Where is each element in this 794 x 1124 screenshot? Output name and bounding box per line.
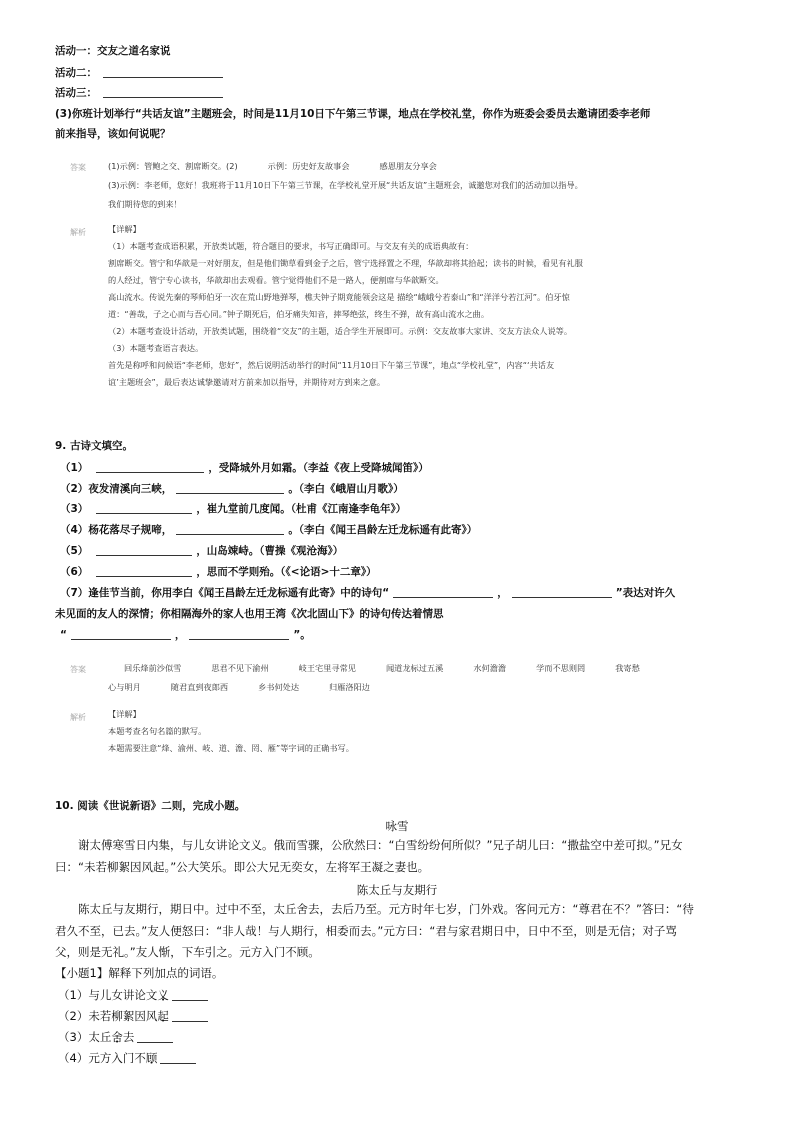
q10-item-pre: （1）与儿女讲论文	[58, 988, 158, 1002]
q9-answer: 水何澹澹	[473, 663, 507, 673]
q8-explain-line: 割席断交。管宁和华歆是一对好朋友，但是他们锄草看到金子之后，管宁选择置之不理，华歆却将其拾起；读书的时候，看见有礼服	[108, 258, 583, 268]
q9-answer: 学而不思则罔	[536, 663, 586, 673]
activity-2-label: 活动二：	[55, 67, 97, 79]
item-post: ，思而不学则殆。（《<论语>十二章》）	[196, 566, 377, 578]
q9-blank-6[interactable]	[96, 564, 192, 577]
q8-part3-line1: (3)你班计划举行“共话友谊”主题班会，时间是11月10日下午第三节课，地点在学校礼堂，你作为班委会委员去邀请团委李老师	[55, 108, 651, 120]
q8-explain-line: 谊’主题班会”，最后表达诚挚邀请对方前来加以指导，并期待对方到来之意。	[108, 377, 386, 387]
item-number: （2）	[60, 483, 89, 495]
dotted-char: 义	[157, 988, 169, 1002]
activity-1: 活动一：交友之道名家说	[55, 45, 171, 57]
item7-comma-2: ，	[174, 629, 186, 641]
poem2-line: 陈太丘与友期行，期日中。过中不至，太丘舍去，去后乃至。元方时年七岁，门外戏。客问元方：“尊君在不？”答曰：“待	[78, 902, 694, 916]
q10-item-4	[58, 1048, 196, 1070]
q9-answer: 回乐烽前沙似雪	[124, 663, 182, 673]
subquestion-1: 【小题1】解释下列加点的词语。	[55, 966, 224, 980]
q9-blank-7b[interactable]	[512, 585, 612, 598]
q10-item-2	[58, 1006, 208, 1028]
q9-item-2	[60, 480, 404, 498]
q9-explain-line: 本题需要注意“烽、渝州、岐、道、澹、罔、雁”等字词的正确书写。	[108, 743, 354, 753]
q9-blank-2[interactable]	[176, 481, 284, 494]
q8-explain-line: 的人经过，管宁专心读书，华歆却出去观看。管宁觉得他们不是一路人，便割席与华歆断交。	[108, 275, 444, 285]
dotted-char: 顾	[145, 1051, 158, 1065]
q10-blank-1[interactable]	[172, 988, 208, 1001]
item-number: （4）	[60, 524, 89, 536]
q9-answer: 我寄愁	[615, 663, 640, 673]
q8-explain	[108, 221, 583, 391]
q9-answer: 乡书何处达	[258, 682, 300, 692]
item-number: （1）	[60, 462, 89, 474]
q8-explain-line: （1）本题考查成语积累，开放类试题，符合题目的要求，书写正确即可。与交友有关的成语典故有：	[108, 241, 474, 251]
q9-item-5	[60, 542, 343, 560]
q8-answer-1: (1)示例：管鲍之交、割席断交。(2)	[108, 161, 238, 171]
q9-item-1	[60, 459, 429, 477]
q8-explain-line: 高山流水。传说先秦的琴师伯牙一次在荒山野地弹琴，樵夫钟子期竟能领会这是 描绘“峨峨兮若泰山”和“洋洋兮若江河”。伯牙惊	[108, 292, 570, 302]
q10-item-post: 去	[122, 1030, 135, 1044]
item-post: ，受降城外月如霜。（李益《夜上受降城闻笛》）	[208, 462, 429, 474]
q9-answer-tag: 答案	[70, 665, 86, 674]
q10-item-pre: （3）太丘	[58, 1030, 112, 1044]
poem2-line: 父，则是无礼。”友人惭，下车引之。元方入门不顾。	[55, 945, 320, 959]
q8-answer-line3: 我们期待您的到来！	[108, 199, 182, 209]
q9-title: 9. 古诗文填空。	[55, 440, 133, 452]
poem2-title: 陈太丘与友期行	[356, 883, 438, 897]
q9-item-4	[60, 521, 477, 539]
q10-title: 10. 阅读《世说新语》二则，完成小题。	[55, 800, 246, 812]
item7-comma: ，	[497, 587, 508, 599]
item7-text-a: （7）逢佳节当前，你用李白《闻王昌龄左迁龙标遥有此寄》中的诗句“	[60, 587, 390, 599]
poem1-title: 咏雪	[385, 819, 409, 833]
q8-answer-line1	[108, 158, 437, 175]
item7-open-quote: “	[60, 629, 67, 641]
item-pre: 夜发清溪向三峡，	[88, 483, 173, 495]
activity-2	[55, 64, 223, 82]
item-post: 。（李白《峨眉山月歌》）	[288, 483, 404, 495]
q8-answer-2a: 示例：历史好友故事会	[267, 161, 350, 171]
q8-explain-tag: 解析	[70, 228, 86, 237]
q9-answers-row1	[124, 660, 640, 677]
q9-blank-3[interactable]	[96, 501, 192, 514]
q9-item-7-line3	[60, 626, 311, 644]
q9-answer: 心与明月	[108, 682, 141, 692]
q9-explain-tag: 解析	[70, 713, 86, 722]
activity-3-blank[interactable]	[103, 85, 223, 98]
q10-item-pre: （4）元方入门不	[58, 1051, 146, 1065]
q8-explain-line: 【详解】	[108, 224, 141, 234]
q9-item-7-line1	[60, 584, 675, 602]
q8-answer-2b: 感恩朋友分享会	[379, 161, 437, 171]
dotted-char: 起	[157, 1009, 169, 1023]
q10-blank-4[interactable]	[160, 1051, 196, 1064]
q9-explain-line: 本题考查名句名篇的默写。	[108, 726, 207, 736]
q8-explain-line: 首先是称呼和问候语“李老师，您好”，然后说明活动举行的时间“11月10日下午第三节课”，地点“学校礼堂”，内容“‘共话友	[108, 360, 555, 370]
q9-item-3	[60, 500, 406, 518]
q9-blank-7c[interactable]	[71, 627, 171, 640]
item-number: （5）	[60, 545, 89, 557]
poem2-line: 君久不至，已去。”友人便怒曰：“非人哉！与人期行，相委而去。”元方曰：“君与家君期日中，日中不至，则是无信；对子骂	[55, 923, 677, 938]
q9-item-7-line2: 未见面的友人的深情；你相隔海外的家人也用王湾《次北固山下》的诗句传达着情思	[55, 608, 444, 620]
q8-explain-line: 道：“善哉，子之心而与吾心同。”钟子期死后，伯牙痛失知音，摔琴绝弦，终生不弹，故有高山流水之曲。	[108, 309, 490, 319]
q8-part3-line2: 前来指导，该如何说呢？	[55, 128, 171, 140]
q9-blank-7d[interactable]	[189, 627, 289, 640]
item7-close-quote: ”。	[293, 629, 311, 641]
q9-answers-row2	[108, 679, 370, 696]
q8-answer-line2: (3)示例：李老师，您好！我班将于11月10日下午第三节课，在学校礼堂开展“共话友谊”主题班会，诚邀您对我们的活动加以指导。	[108, 180, 583, 190]
dotted-char: 舍	[111, 1030, 123, 1044]
q8-explain-line: （3）本题考查语言表达。	[108, 343, 204, 353]
q9-blank-1[interactable]	[96, 460, 204, 473]
item-number: （3）	[60, 503, 89, 515]
q10-blank-3[interactable]	[137, 1030, 173, 1043]
item-post: ，山岛竦峙。（曹操《观沧海》）	[196, 545, 344, 557]
q10-item-3	[58, 1027, 173, 1049]
q10-item-1	[58, 985, 208, 1007]
item-number: （6）	[60, 566, 89, 578]
item7-text-c: ”表达对许久	[615, 587, 676, 599]
q9-blank-7a[interactable]	[393, 585, 493, 598]
q9-explain	[108, 706, 354, 757]
q9-answer: 闻道龙标过五溪	[385, 663, 444, 673]
item-post: ，崔九堂前几度闻。（杜甫《江南逢李龟年》）	[196, 503, 407, 515]
q10-blank-2[interactable]	[172, 1009, 208, 1022]
q10-item-pre: （2）未若柳絮因风	[58, 1009, 158, 1023]
q9-answer: 思君不见下渝州	[211, 663, 269, 673]
q9-item-6	[60, 563, 377, 581]
item-post: 。（李白《闻王昌龄左迁龙标遥有此寄》）	[288, 524, 478, 536]
activity-3	[55, 84, 223, 102]
q9-answer: 归雁洛阳边	[329, 682, 370, 692]
poem1-line: 谢太傅寒雪日内集，与儿女讲论文义。俄而雪骤，公欣然曰：“白雪纷纷何所似？”兄子胡儿曰：“撒盐空中差可拟。”兄女	[78, 838, 683, 852]
poem2-body	[55, 899, 755, 964]
q9-explain-line: 【详解】	[108, 709, 141, 719]
q8-explain-line: （2）本题考查设计活动，开放类试题，围绕着“交友”的主题，适合学生开展即可。示例：交友故事大家讲、交友方法众人说等。	[108, 326, 573, 336]
poem1-line: 曰：“未若柳絮因风起。”公大笑乐。即公大兄无奕女，左将军王凝之妻也。	[55, 859, 430, 874]
q9-answer: 岐王宅里寻常见	[298, 663, 356, 673]
q8-answer-tag: 答案	[70, 163, 86, 172]
q9-answer: 随君直到夜郎西	[170, 682, 229, 692]
q9-blank-4[interactable]	[176, 522, 284, 535]
item-pre: 杨花落尽子规啼，	[88, 524, 173, 536]
q9-blank-5[interactable]	[96, 543, 192, 556]
poem1-body	[55, 835, 755, 878]
activity-2-blank[interactable]	[103, 65, 223, 78]
activity-3-label: 活动三：	[55, 87, 97, 99]
